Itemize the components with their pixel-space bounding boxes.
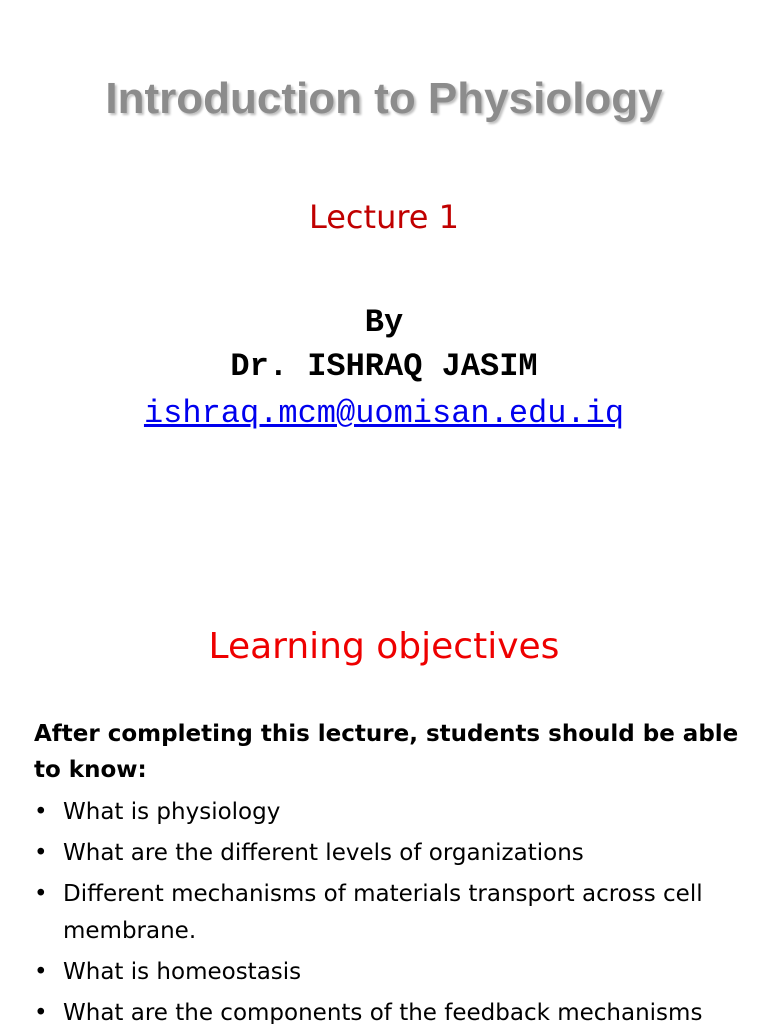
author-name: Dr. ISHRAQ JASIM [230, 348, 538, 385]
list-item [34, 876, 744, 950]
objectives-intro: After completing this lecture, students should be able to know: [34, 721, 739, 783]
list-item [34, 835, 744, 872]
bullet-icon: • [34, 799, 48, 825]
list-item [34, 794, 744, 831]
list-item-text: What are the components of the feedback mechanisms [63, 1000, 703, 1024]
bullet-icon: • [34, 840, 48, 866]
by-label: By [364, 304, 404, 341]
list-item [34, 954, 744, 991]
objectives-slide [0, 576, 768, 1024]
objectives-list [34, 794, 744, 1024]
bullet-icon: • [34, 1000, 48, 1024]
objectives-heading: Learning objectives [208, 626, 560, 667]
slide-title: Introduction to Physiology [105, 74, 663, 123]
lecture-number: Lecture 1 [308, 198, 460, 236]
list-item-text: What is physiology [63, 799, 281, 825]
author-email-link[interactable]: ishraq.mcm@uomisan.edu.iq [143, 395, 625, 432]
bullet-icon: • [34, 959, 48, 985]
list-item-text: What is homeostasis [63, 959, 302, 985]
list-item [34, 995, 744, 1024]
list-item-text: What are the different levels of organizations [63, 840, 584, 866]
list-item-text: Different mechanisms of materials transport across cell membrane. [63, 881, 703, 944]
bullet-icon: • [34, 881, 48, 907]
